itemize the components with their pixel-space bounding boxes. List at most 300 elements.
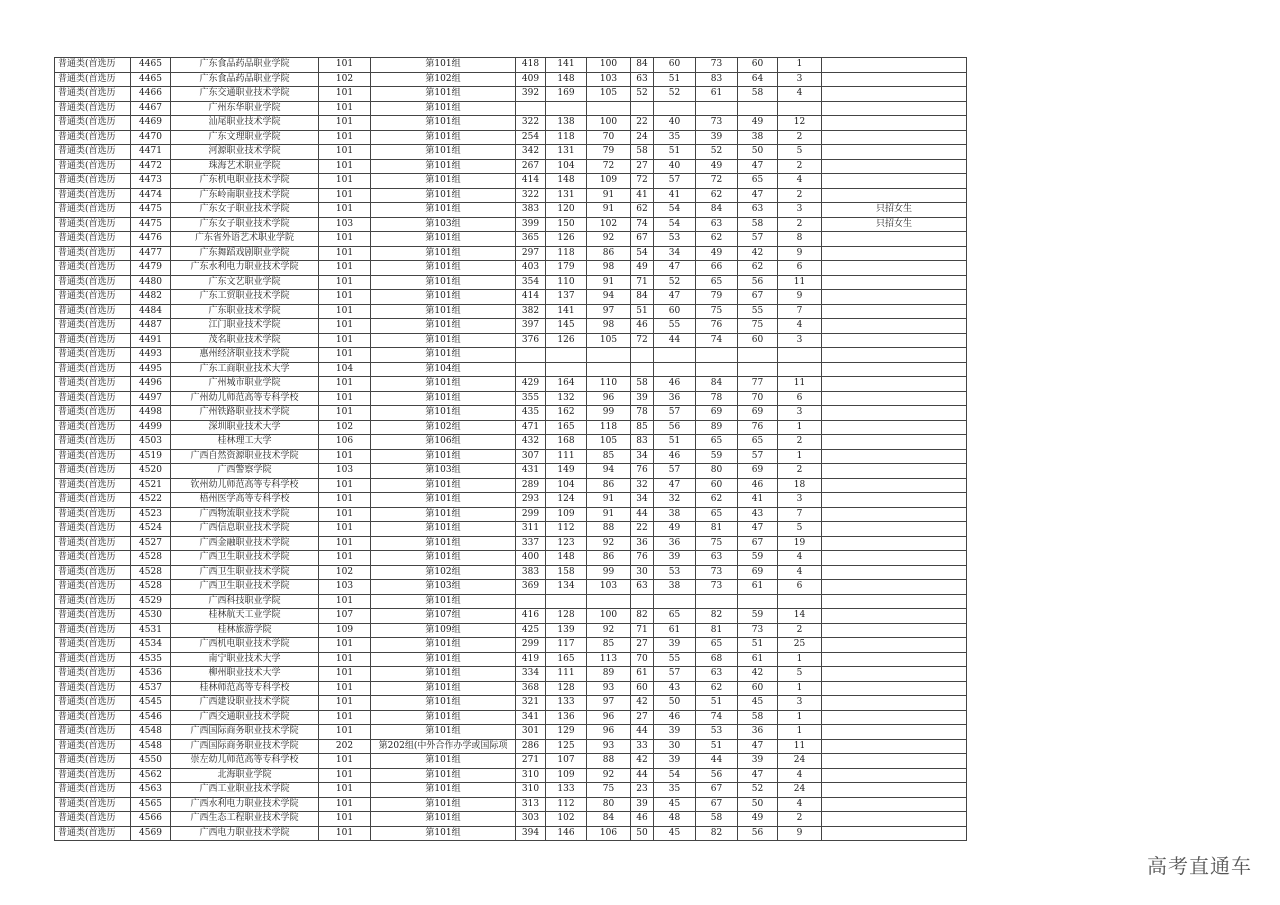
table-cell: 6 (778, 261, 822, 276)
table-cell (822, 536, 967, 551)
table-cell: 69 (696, 406, 738, 421)
table-cell: 4550 (131, 754, 171, 769)
table-cell (738, 348, 778, 363)
table-cell: 广州东华职业学院 (171, 101, 319, 116)
table-cell: 第103组 (371, 580, 516, 595)
table-cell: 71 (631, 623, 654, 638)
table-cell: 普通类(首选历 (55, 478, 131, 493)
table-cell (516, 594, 546, 609)
table-cell: 58 (738, 710, 778, 725)
table-cell: 4 (778, 87, 822, 102)
table-cell: 79 (587, 145, 631, 160)
table-cell: 4465 (131, 58, 171, 73)
table-cell: 51 (654, 145, 696, 160)
table-cell: 74 (631, 217, 654, 232)
table-cell: 62 (696, 232, 738, 247)
table-cell: 164 (546, 377, 587, 392)
table-cell: 84 (631, 58, 654, 73)
table-cell (822, 232, 967, 247)
table-row (55, 58, 967, 73)
table-cell: 第101组 (371, 275, 516, 290)
table-cell: 79 (696, 290, 738, 305)
table-cell: 普通类(首选历 (55, 739, 131, 754)
table-cell: 101 (319, 638, 371, 653)
table-cell: 普通类(首选历 (55, 667, 131, 682)
table-cell: 34 (654, 246, 696, 261)
table-cell: 4482 (131, 290, 171, 305)
table-cell: 39 (631, 797, 654, 812)
table-cell: 30 (631, 565, 654, 580)
table-cell: 56 (696, 768, 738, 783)
table-cell: 133 (546, 696, 587, 711)
table-cell: 1 (778, 58, 822, 73)
table-cell: 1 (778, 420, 822, 435)
table-cell: 第101组 (371, 101, 516, 116)
table-cell (822, 478, 967, 493)
table-cell: 392 (516, 87, 546, 102)
table-cell: 38 (654, 507, 696, 522)
table-cell: 第101组 (371, 696, 516, 711)
table-cell: 36 (654, 536, 696, 551)
table-cell: 4537 (131, 681, 171, 696)
table-cell: 60 (738, 681, 778, 696)
table-cell: 4548 (131, 725, 171, 740)
table-cell: 91 (587, 188, 631, 203)
table-cell: 101 (319, 406, 371, 421)
table-cell: 101 (319, 797, 371, 812)
table-row (55, 478, 967, 493)
table-cell: 101 (319, 174, 371, 189)
table-cell: 92 (587, 623, 631, 638)
table-cell: 128 (546, 681, 587, 696)
table-cell: 60 (631, 681, 654, 696)
table-cell: 91 (587, 493, 631, 508)
table-cell: 4475 (131, 203, 171, 218)
table-cell: 62 (738, 261, 778, 276)
table-cell: 12 (778, 116, 822, 131)
table-row (55, 319, 967, 334)
table-cell: 101 (319, 551, 371, 566)
table-cell: 4497 (131, 391, 171, 406)
table-cell (822, 594, 967, 609)
table-cell: 110 (587, 377, 631, 392)
table-cell: 55 (654, 652, 696, 667)
table-cell: 4535 (131, 652, 171, 667)
table-cell: 69 (738, 565, 778, 580)
table-cell: 45 (654, 826, 696, 841)
table-cell: 第104组 (371, 362, 516, 377)
table-cell: 2 (778, 130, 822, 145)
table-cell: 普通类(首选历 (55, 377, 131, 392)
table-cell: 24 (631, 130, 654, 145)
table-cell: 118 (546, 130, 587, 145)
table-cell: 73 (696, 565, 738, 580)
table-cell: 普通类(首选历 (55, 754, 131, 769)
table-cell: 67 (696, 783, 738, 798)
table-cell: 109 (587, 174, 631, 189)
table-cell: 58 (738, 87, 778, 102)
admission-score-table (54, 57, 967, 841)
table-cell: 68 (696, 652, 738, 667)
table-cell: 63 (696, 551, 738, 566)
table-row (55, 551, 967, 566)
table-cell: 101 (319, 261, 371, 276)
table-cell: 103 (319, 464, 371, 479)
table-cell (778, 594, 822, 609)
table-cell: 普通类(首选历 (55, 72, 131, 87)
table-cell: 4536 (131, 667, 171, 682)
table-cell: 41 (654, 188, 696, 203)
table-row (55, 377, 967, 392)
table-cell: 普通类(首选历 (55, 493, 131, 508)
table-cell: 4521 (131, 478, 171, 493)
table-row (55, 130, 967, 145)
table-cell: 101 (319, 783, 371, 798)
table-cell: 9 (778, 246, 822, 261)
table-cell: 58 (696, 812, 738, 827)
table-cell: 105 (587, 333, 631, 348)
table-cell: 4546 (131, 710, 171, 725)
table-cell: 39 (654, 638, 696, 653)
table-row (55, 87, 967, 102)
table-cell: 普通类(首选历 (55, 145, 131, 160)
table-cell: 62 (696, 188, 738, 203)
table-cell: 397 (516, 319, 546, 334)
table-row (55, 232, 967, 247)
table-cell: 第101组 (371, 783, 516, 798)
table-cell: 第101组 (371, 638, 516, 653)
table-cell (822, 130, 967, 145)
table-cell: 普通类(首选历 (55, 290, 131, 305)
table-cell: 101 (319, 290, 371, 305)
table-cell: 334 (516, 667, 546, 682)
table-cell: 101 (319, 493, 371, 508)
table-cell: 44 (631, 768, 654, 783)
table-cell: 54 (654, 217, 696, 232)
table-cell: 112 (546, 522, 587, 537)
table-cell: 广州城市职业学院 (171, 377, 319, 392)
table-cell: 4493 (131, 348, 171, 363)
table-cell: 39 (738, 754, 778, 769)
table-cell: 311 (516, 522, 546, 537)
table-cell: 普通类(首选历 (55, 464, 131, 479)
table-cell: 47 (738, 739, 778, 754)
table-cell: 普通类(首选历 (55, 449, 131, 464)
table-cell: 3 (778, 493, 822, 508)
table-cell: 4495 (131, 362, 171, 377)
table-row (55, 304, 967, 319)
table-cell: 4566 (131, 812, 171, 827)
table-cell: 第101组 (371, 725, 516, 740)
table-cell: 297 (516, 246, 546, 261)
table-cell: 69 (738, 406, 778, 421)
table-cell: 普通类(首选历 (55, 551, 131, 566)
table-row (55, 145, 967, 160)
table-cell: 36 (654, 391, 696, 406)
table-row (55, 797, 967, 812)
table-cell: 65 (696, 507, 738, 522)
table-cell (516, 362, 546, 377)
table-row (55, 710, 967, 725)
table-cell: 134 (546, 580, 587, 595)
table-cell: 3 (778, 696, 822, 711)
table-cell: 416 (516, 609, 546, 624)
table-cell: 广州铁路职业技术学院 (171, 406, 319, 421)
table-cell: 32 (654, 493, 696, 508)
table-cell: 105 (587, 435, 631, 450)
table-cell: 11 (778, 377, 822, 392)
table-cell: 179 (546, 261, 587, 276)
table-cell: 桂林旅游学院 (171, 623, 319, 638)
table-cell: 59 (738, 609, 778, 624)
table-cell: 54 (631, 246, 654, 261)
table-row (55, 638, 967, 653)
table-cell: 24 (778, 754, 822, 769)
table-cell: 63 (631, 580, 654, 595)
table-cell: 江门职业技术学院 (171, 319, 319, 334)
table-cell (587, 101, 631, 116)
table-cell: 44 (631, 725, 654, 740)
table-row (55, 609, 967, 624)
table-cell: 109 (546, 507, 587, 522)
table-cell (822, 261, 967, 276)
table-cell: 第101组 (371, 768, 516, 783)
table-row (55, 435, 967, 450)
table-cell (822, 87, 967, 102)
table-row (55, 493, 967, 508)
table-cell: 第101组 (371, 261, 516, 276)
table-cell: 广西物流职业技术学院 (171, 507, 319, 522)
table-cell (822, 290, 967, 305)
table-cell: 4479 (131, 261, 171, 276)
table-cell (546, 362, 587, 377)
table-cell: 61 (738, 652, 778, 667)
watermark-text: 高考直通车 (1147, 854, 1252, 878)
table-cell: 56 (738, 275, 778, 290)
table-cell: 418 (516, 58, 546, 73)
table-cell (778, 348, 822, 363)
table-cell (631, 362, 654, 377)
table-cell: 74 (696, 710, 738, 725)
table-cell: 322 (516, 188, 546, 203)
table-cell: 44 (654, 333, 696, 348)
table-cell: 4 (778, 797, 822, 812)
table-cell (587, 362, 631, 377)
table-cell: 101 (319, 536, 371, 551)
table-cell: 67 (738, 290, 778, 305)
table-cell: 18 (778, 478, 822, 493)
table-cell: 汕尾职业技术学院 (171, 116, 319, 131)
table-cell: 53 (654, 565, 696, 580)
table-cell: 102 (319, 565, 371, 580)
table-cell: 广西信息职业技术学院 (171, 522, 319, 537)
table-row (55, 333, 967, 348)
table-cell: 2 (778, 464, 822, 479)
table-cell: 254 (516, 130, 546, 145)
table-cell: 广东舞蹈戏剧职业学院 (171, 246, 319, 261)
table-cell: 9 (778, 290, 822, 305)
table-cell: 40 (654, 116, 696, 131)
table-cell: 6 (778, 580, 822, 595)
table-cell: 4476 (131, 232, 171, 247)
table-cell: 4465 (131, 72, 171, 87)
table-cell: 7 (778, 507, 822, 522)
table-cell: 普通类(首选历 (55, 623, 131, 638)
table-cell: 广东文艺职业学院 (171, 275, 319, 290)
table-cell: 131 (546, 145, 587, 160)
table-cell: 普通类(首选历 (55, 362, 131, 377)
table-cell: 第101组 (371, 710, 516, 725)
table-cell: 92 (587, 232, 631, 247)
table-row (55, 174, 967, 189)
table-cell: 第107组 (371, 609, 516, 624)
table-cell: 62 (631, 203, 654, 218)
table-cell: 46 (738, 478, 778, 493)
table-cell: 125 (546, 739, 587, 754)
table-cell: 47 (738, 522, 778, 537)
table-cell: 广西建设职业技术学院 (171, 696, 319, 711)
table-cell: 普通类(首选历 (55, 696, 131, 711)
table-cell (822, 348, 967, 363)
table-cell: 广州幼儿师范高等专科学校 (171, 391, 319, 406)
table-cell: 65 (696, 275, 738, 290)
table-cell (822, 275, 967, 290)
table-cell: 168 (546, 435, 587, 450)
table-cell: 梧州医学高等专科学校 (171, 493, 319, 508)
table-cell: 101 (319, 522, 371, 537)
table-cell: 23 (631, 783, 654, 798)
table-cell: 91 (587, 203, 631, 218)
table-cell: 46 (654, 710, 696, 725)
table-cell: 91 (587, 507, 631, 522)
table-cell: 101 (319, 333, 371, 348)
table-cell: 102 (546, 812, 587, 827)
table-cell: 1 (778, 725, 822, 740)
table-cell: 94 (587, 290, 631, 305)
table-cell: 75 (696, 304, 738, 319)
table-cell (654, 594, 696, 609)
table-cell: 第101组 (371, 826, 516, 841)
table-cell: 132 (546, 391, 587, 406)
table-cell: 299 (516, 638, 546, 653)
table-cell: 101 (319, 768, 371, 783)
table-cell: 47 (654, 478, 696, 493)
table-cell: 96 (587, 391, 631, 406)
table-cell (822, 797, 967, 812)
table-cell: 129 (546, 725, 587, 740)
table-cell: 普通类(首选历 (55, 304, 131, 319)
table-cell: 101 (319, 710, 371, 725)
table-cell: 419 (516, 652, 546, 667)
table-cell: 118 (546, 246, 587, 261)
table-cell: 4467 (131, 101, 171, 116)
table-cell (822, 681, 967, 696)
table-cell: 60 (654, 304, 696, 319)
table-cell: 103 (587, 580, 631, 595)
table-cell (822, 174, 967, 189)
table-cell: 35 (654, 783, 696, 798)
table-cell: 70 (587, 130, 631, 145)
table-cell (822, 319, 967, 334)
table-cell: 106 (587, 826, 631, 841)
table-cell: 第102组 (371, 420, 516, 435)
table-cell: 54 (654, 203, 696, 218)
table-cell: 广西卫生职业技术学院 (171, 565, 319, 580)
table-row (55, 188, 967, 203)
table-cell: 47 (654, 261, 696, 276)
table-cell: 60 (738, 333, 778, 348)
table-cell (516, 348, 546, 363)
table-cell: 惠州经济职业技术学院 (171, 348, 319, 363)
table-cell: 46 (631, 812, 654, 827)
table-cell: 1 (778, 710, 822, 725)
table-cell: 75 (738, 319, 778, 334)
table-cell: 第101组 (371, 652, 516, 667)
table-cell (822, 551, 967, 566)
table-row (55, 261, 967, 276)
table-cell: 74 (696, 333, 738, 348)
table-cell (822, 362, 967, 377)
table-cell (822, 246, 967, 261)
table-cell: 第101组 (371, 507, 516, 522)
table-cell: 普通类(首选历 (55, 725, 131, 740)
table-cell: 158 (546, 565, 587, 580)
table-row (55, 812, 967, 827)
table-cell: 9 (778, 826, 822, 841)
table-cell: 第101组 (371, 87, 516, 102)
table-cell: 101 (319, 87, 371, 102)
table-cell: 73 (696, 580, 738, 595)
table-cell: 148 (546, 174, 587, 189)
table-cell: 桂林理工大学 (171, 435, 319, 450)
table-cell: 河源职业技术学院 (171, 145, 319, 160)
table-cell: 80 (587, 797, 631, 812)
table-row (55, 203, 967, 218)
table-cell: 第103组 (371, 217, 516, 232)
table-cell: 46 (654, 377, 696, 392)
table-cell: 60 (654, 58, 696, 73)
table-cell (822, 188, 967, 203)
table-cell: 101 (319, 696, 371, 711)
table-cell: 51 (654, 72, 696, 87)
table-cell: 52 (738, 783, 778, 798)
table-cell: 普通类(首选历 (55, 507, 131, 522)
table-cell: 普通类(首选历 (55, 217, 131, 232)
table-cell: 62 (696, 493, 738, 508)
table-cell: 57 (738, 232, 778, 247)
table-cell (696, 594, 738, 609)
table-cell: 101 (319, 203, 371, 218)
table-cell: 303 (516, 812, 546, 827)
table-cell: 96 (587, 725, 631, 740)
table-cell: 425 (516, 623, 546, 638)
table-cell: 120 (546, 203, 587, 218)
table-cell: 第102组 (371, 72, 516, 87)
table-cell: 46 (631, 319, 654, 334)
table-cell: 48 (654, 812, 696, 827)
table-cell: 57 (654, 667, 696, 682)
table-cell: 50 (654, 696, 696, 711)
table-row (55, 159, 967, 174)
table-cell: 63 (696, 217, 738, 232)
table-cell: 第101组 (371, 188, 516, 203)
table-cell: 8 (778, 232, 822, 247)
table-cell: 4496 (131, 377, 171, 392)
table-cell: 342 (516, 145, 546, 160)
table-cell: 4484 (131, 304, 171, 319)
table-cell: 51 (696, 739, 738, 754)
table-cell: 4527 (131, 536, 171, 551)
